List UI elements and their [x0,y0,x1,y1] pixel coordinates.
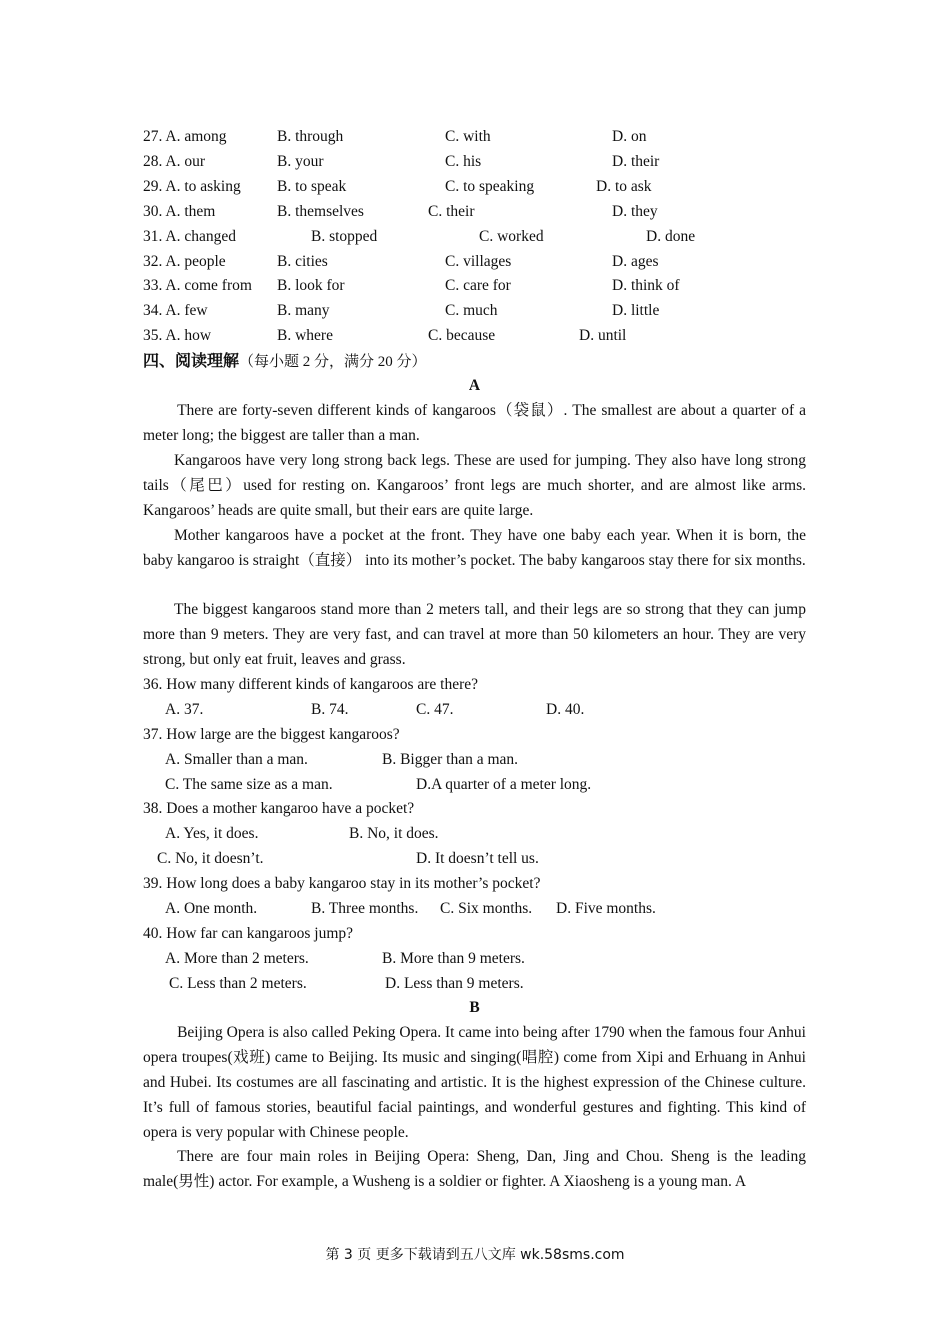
option-q27-b: B. through [277,128,344,145]
question-39-stem: 39. How long does a baby kangaroo stay in its mother’s pocket? [143,875,541,892]
page-footer: 第 3 页 更多下载请到五八文库 wk.58sms.com [325,1247,625,1263]
option-q32-d: D. ages [612,253,659,270]
option-q32-c: C. villages [445,253,512,270]
passage-a-paragraph-2: Kangaroos have very long strong back legs. These are used for jumping. They also have long strong tails（尾巴）used for resting on. Kangaroos’ front legs are much shorter, and are almost like arms. Kangaroos’ heads are quite small, but their ears are quite large. [143,452,806,519]
option-q27-a: 27. A. among [143,128,227,145]
option-q34-b: B. many [277,302,330,319]
section-heading [143,350,427,373]
question-37-option-c: C. The same size as a man. [165,776,333,793]
question-39-option-b: B. Three months. [311,900,419,917]
question-36-option-c: C. 47. [416,701,454,718]
option-q32-b: B. cities [277,253,328,270]
option-q32-a: 32. A. people [143,253,226,270]
question-36-stem: 36. How many different kinds of kangaroos are there? [143,676,479,693]
option-q30-a: 30. A. them [143,203,216,220]
option-q30-c: C. their [428,203,475,220]
question-37-option-d: D.A quarter of a meter long. [416,776,592,793]
question-39-option-c: C. Six months. [440,900,533,917]
question-40-option-b: B. More than 9 meters. [382,950,525,967]
option-q29-a: 29. A. to asking [143,178,241,195]
option-q27-c: C. with [445,128,491,145]
option-q34-a: 34. A. few [143,302,208,319]
question-40-option-c: C. Less than 2 meters. [169,975,307,992]
option-q28-c: C. his [445,153,482,170]
passage-a-paragraph-4: The biggest kangaroos stand more than 2 meters tall, and their legs are so strong that they can jump more than 9 meters. They are very fast, and can travel at more than 50 kilometers an hour. They are very strong, but only eat fruit, leaves and grass. [143,601,806,668]
question-37-stem: 37. How large are the biggest kangaroos? [143,726,400,743]
question-38-stem: 38. Does a mother kangaroo have a pocket? [143,800,415,817]
option-q29-c: C. to speaking [445,178,535,195]
option-q34-d: D. little [612,302,660,319]
question-38-option-d: D. It doesn’t tell us. [416,850,539,867]
passage-b-paragraph-2: There are four main roles in Beijing Opera: Sheng, Dan, Jing and Chou. Sheng is the leading male(男性) actor. For example, a Wusheng is a soldier or fighter. A Xiaosheng is a young man. A [143,1148,806,1190]
option-q33-a: 33. A. come from [143,277,252,294]
passage-a-label: A [468,377,481,394]
passage-b-label: B [469,999,480,1016]
option-q28-a: 28. A. our [143,153,205,170]
option-q29-b: B. to speak [277,178,347,195]
question-40-option-d: D. Less than 9 meters. [385,975,524,992]
option-q33-b: B. look for [277,277,345,294]
option-q31-a: 31. A. changed [143,228,236,245]
question-38-option-c: C. No, it doesn’t. [157,850,264,867]
question-37-option-b: B. Bigger than a man. [382,751,519,768]
option-q30-d: D. they [612,203,658,220]
question-38-option-b: B. No, it does. [349,825,439,842]
section-title: 四、阅读理解 [143,351,240,370]
question-40-option-a: A. More than 2 meters. [165,950,309,967]
option-q31-c: C. worked [479,228,544,245]
option-q28-b: B. your [277,153,324,170]
passage-a-paragraph-1: There are forty-seven different kinds of kangaroos（袋鼠）. The smallest are about a quarter of a meter long; the biggest are taller than a man. [143,402,806,444]
question-38-option-a: A. Yes, it does. [165,825,259,842]
question-36-option-b: B. 74. [311,701,349,718]
question-37-option-a: A. Smaller than a man. [165,751,308,768]
option-q30-b: B. themselves [277,203,364,220]
option-q35-a: 35. A. how [143,327,212,344]
option-q33-d: D. think of [612,277,680,294]
option-q35-c: C. because [428,327,496,344]
question-39-option-d: D. Five months. [556,900,656,917]
option-q31-d: D. done [646,228,696,245]
passage-a-paragraph-3: Mother kangaroos have a pocket at the front. They have one baby each year. When it is born, the baby kangaroo is straight（直接） into its mother’s pocket. The baby kangaroos stay there for six months. [143,527,806,569]
option-q33-c: C. care for [445,277,511,294]
question-40-stem: 40. How far can kangaroos jump? [143,925,354,942]
option-q31-b: B. stopped [311,228,378,245]
section-note: （每小题 2 分，满分 20 分） [239,354,427,370]
question-39-option-a: A. One month. [165,900,258,917]
option-q34-c: C. much [445,302,498,319]
question-36-option-a: A. 37. [165,701,204,718]
option-q28-d: D. their [612,153,660,170]
option-q35-b: B. where [277,327,333,344]
option-q35-d: D. until [579,327,627,344]
passage-b-paragraph-1: Beijing Opera is also called Peking Opera. It came into being after 1790 when the famous four Anhui opera troupes(戏班) came to Beijing. Its music and singing(唱腔) come from Xipi and Erhuang in Anhui and Hubei. Its costumes are all fascinating and artistic. It is the highest expression of the Chinese culture. It’s full of famous stories, beautiful facial paintings, and wonderful gestures and fighting. This kind of opera is very popular with Chinese people. [143,1024,806,1141]
question-36-option-d: D. 40. [546,701,585,718]
option-q27-d: D. on [612,128,647,145]
option-q29-d: D. to ask [596,178,652,195]
